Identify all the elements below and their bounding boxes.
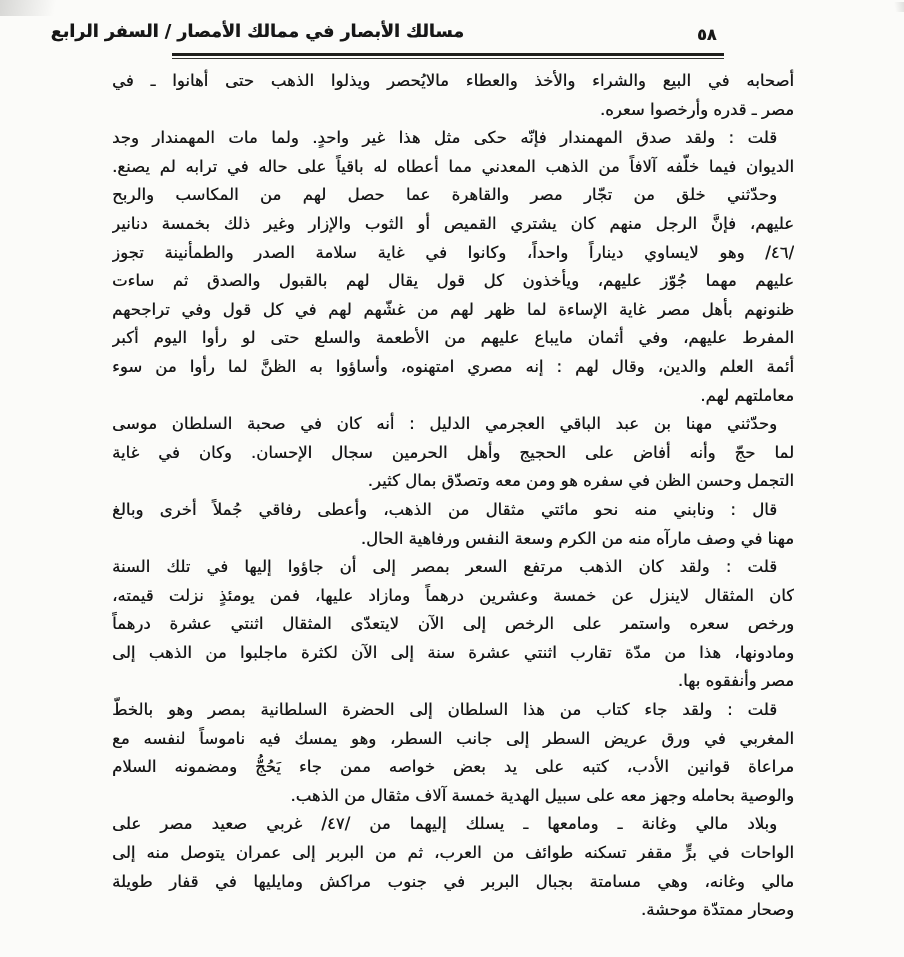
text-line: وحدّثني خلق من تجّار مصر والقاهرة عما حصل لهم من المكاسب والربح: [112, 185, 777, 205]
text-line: وصحار ممتدّة موحشة.: [640, 900, 794, 920]
text-line: قال : ونابني منه نحو مائتي مثقال من الذهب، وأعطى رفاقي جُملاً أخرى وبالغ: [112, 499, 777, 519]
scan-smudge: [0, 0, 78, 16]
text-line: /٤٦/ وهو لايساوي ديناراً واحداً، وكانوا في غاية سلامة الصدر والطمأنينة تجوز: [112, 242, 794, 262]
text-line: عليهم مهما جُوّز عليهم، ويأخذون كل قول يقال لهم بالقبول والصدق ثم ساءت: [112, 271, 794, 291]
running-title: مسالك الأبصار في ممالك الأمصار / السفر الرابع: [50, 22, 464, 42]
text-line: والوصية بحامله وجهز معه على سبيل الهدية خمسة آلاف مثقال من الذهب.: [290, 785, 794, 805]
text-line: مصر وأنفقوه بها.: [677, 671, 794, 691]
text-line: الديوان فيما خلّفه آلافاً من الذهب المعدني مما أعطاه له باقياً على حاله في ترابه لم يصنع.: [112, 156, 794, 176]
text-line: ورخص سعره واستمر على الرخص إلى الآن لايتعدّى المثقال اثنتي عشرة درهماً: [112, 614, 794, 634]
text-line: ومادونها، هذا من مدّة تقارب اثنتي عشرة سنة إلى الآن لكثرة ماجلبوا من الذهب إلى: [112, 642, 794, 662]
text-line: أصحابه في البيع والشراء والأخذ والعطاء مالايُحصر ويذلوا الذهب حتى أهانوا ـ في: [112, 71, 794, 90]
text-line: أئمة العلم والدين، وقال لهم : إنه مصري امتهنوه، وأساؤوا به الظنَّ لما رأوا من سوء: [112, 356, 794, 376]
text-line: قلت : ولقد صدق المهمندار فإنّه حكى مثل هذا غير واحدٍ. ولما مات المهمندار وجد: [112, 128, 777, 148]
scan-smudge: [893, 2, 904, 12]
text-line: كان المثقال لاينزل عن خمسة وعشرين درهماً ومازاد عليها، فمن يومئذٍ نزلت قيمته،: [112, 585, 794, 605]
text-line: مهنا في وصف مارآه منه من الكرم وسعة النفس ورفاهية الحال.: [360, 528, 794, 548]
text-line: مصر ـ قدره وأرخصوا سعره.: [599, 99, 794, 119]
text-line: قلت : ولقد جاء كتاب من هذا السلطان إلى الحضرة السلطانية بمصر وهو بالخطّ: [112, 700, 777, 720]
text-line: معاملتهم لهم.: [700, 385, 794, 405]
text-line: ظنونهم بأهل مصر غاية الإساءة لما ظهر لهم من غشّهم لهم في كل قول وفي تراجحهم: [112, 299, 794, 319]
page-number: ٥٨: [697, 25, 717, 44]
text-line: مالي وغانه، وهي مسامتة بجبال البربر في جنوب مراكش ومايليها في قفار طويلة: [112, 871, 794, 891]
header-rule: [172, 53, 724, 59]
text-line: مراعاة قوانين الأدب، كتبه على يد بعض خواصه ممن جاء يَحُجُّ ومضمونه السلام: [112, 757, 794, 777]
text-line: عليهم، فإنَّ الرجل منهم كان يشتري القميص أو الثوب والإزار وغير ذلك بخمسة دنانير: [112, 213, 794, 233]
text-block: [112, 67, 794, 925]
text-line: وبلاد مالي وغانة ـ ومامعها ـ يسلك إليهما من /٤٧/ غربي صعيد مصر على: [112, 814, 777, 834]
text-line: المفرط عليهم، وفي أثمان مايباع عليهم من الأطعمة والسلع حتى لو رأوا اليوم أكبر: [112, 328, 794, 348]
text-line: التجمل وحسن الظن في سفره هو ومن معه وتصدّق بمال كثير.: [367, 471, 794, 491]
text-line: الواحات في برٍّ مقفر تسكنه طوائف من العرب، ثم من البربر إلى عمران يتوصل منه إلى: [112, 843, 794, 863]
text-line: وحدّثني مهنا بن عبد الباقي العجرمي الدليل : أنه كان في صحبة السلطان موسى: [112, 414, 777, 434]
text-line: لما حجّ وأنه أفاض على الحجيج وأهل الحرمين سجال الإحسان. وكان في غاية: [112, 442, 794, 462]
text-line: المغربي في ورق عريض السطر إلى جانب السطر، وهو يمسك فيه ناموساً لنفسه مع: [112, 728, 794, 748]
text-line: قلت : ولقد كان الذهب مرتفع السعر بمصر إلى أن جاؤوا إليها في تلك السنة: [112, 557, 777, 577]
